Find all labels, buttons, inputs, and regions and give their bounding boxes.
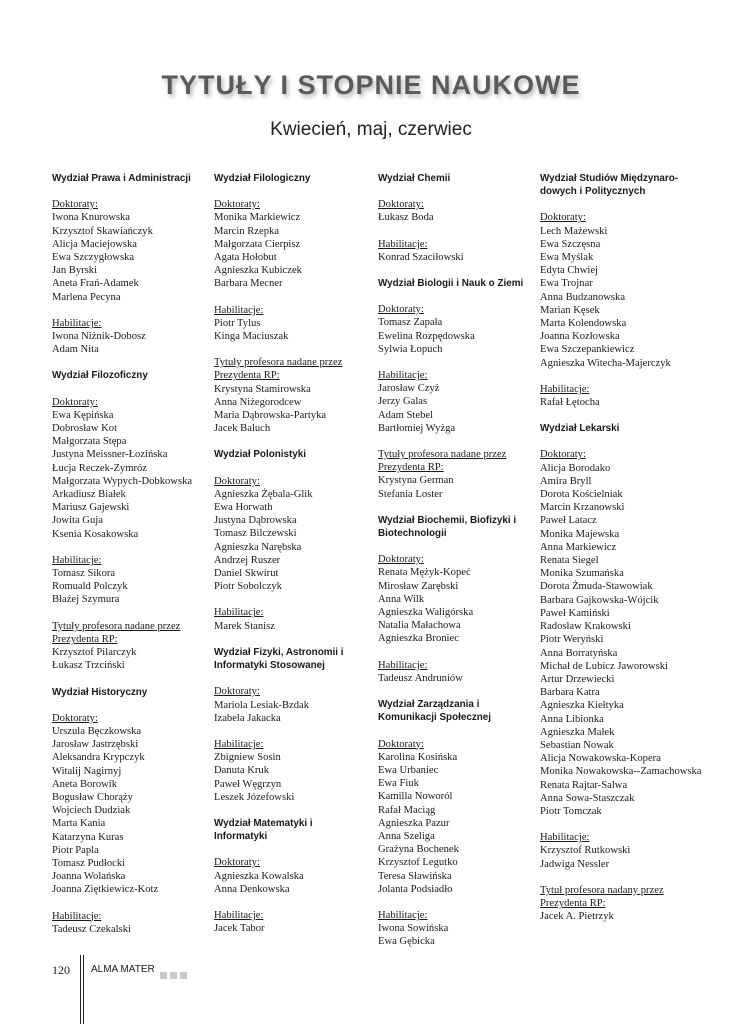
person-name: Błażej Szymura xyxy=(52,594,120,606)
person-name: Bogusław Chorąży xyxy=(52,791,133,803)
degree-group xyxy=(52,620,204,673)
degree-group xyxy=(214,738,366,804)
faculty-section xyxy=(214,172,366,435)
page-subtitle: Kwiecień, maj, czerwiec xyxy=(270,119,472,140)
person-name: Sebastian Nowak xyxy=(540,739,614,751)
person-name: Krzysztof Rutkowski xyxy=(540,845,631,857)
degree-group xyxy=(52,396,204,541)
person-name: Marek Stanisz xyxy=(214,620,275,632)
person-name: Anna Szeliga xyxy=(378,830,435,842)
person-name: Agata Hołobut xyxy=(214,252,277,264)
faculty-section xyxy=(214,646,366,804)
degree-group xyxy=(52,317,204,357)
person-name: Iwona Knurowska xyxy=(52,212,130,224)
person-name: Jan Byrski xyxy=(52,265,98,277)
person-name: Anna Wilk xyxy=(378,593,425,605)
faculty-title: Wydział Fizyki, Astronomii i Informatyki Stosowanej xyxy=(214,646,344,672)
person-name: Adam Nita xyxy=(52,344,99,356)
person-name: Urszula Bęczkowska xyxy=(52,725,142,737)
person-name: Anna Niżegorodcew xyxy=(214,396,302,408)
person-name: Krzysztof Legutko xyxy=(378,857,458,869)
degree-group xyxy=(214,304,366,344)
person-name: Barbara Katra xyxy=(540,687,600,699)
person-name: Justyna Meissner-Łozińska xyxy=(52,449,168,461)
person-name: Agnieszka Witecha-Majerczyk xyxy=(540,357,671,369)
person-name: Witalij Nagirnyj xyxy=(52,765,122,777)
person-name: Anna Markiewicz xyxy=(540,541,617,553)
person-name: Aneta Frań-Adamek xyxy=(52,278,139,290)
person-name: Rafał Maciąg xyxy=(378,804,436,816)
person-name: Artur Drzewiecki xyxy=(540,673,615,685)
person-name: Krystyna German xyxy=(378,475,454,487)
degree-group-label: Habilitacje: xyxy=(52,554,102,566)
faculty-section xyxy=(378,277,530,501)
faculty-title: Wydział Filozoficzny xyxy=(52,370,148,382)
person-name: Anna Denkowska xyxy=(214,883,290,895)
person-name: Monika Nowakowska--Zamachowska xyxy=(540,766,702,778)
person-name: Piotr Sobolczyk xyxy=(214,581,282,593)
faculty-section xyxy=(540,422,702,923)
degree-group-label: Habilitacje: xyxy=(378,909,428,921)
faculty-title: Wydział Zarządzania i Komunikacji Społecznej xyxy=(378,699,492,724)
person-name: Renata Siegel xyxy=(540,555,599,567)
person-name: Ewa Szczęsna xyxy=(540,238,601,250)
person-name: Amira Bryll xyxy=(540,475,592,487)
person-name: Maria Dąbrowska-Partyka xyxy=(214,410,327,422)
faculty-title: Wydział Polonistyki xyxy=(214,449,307,461)
person-name: Łukasz Boda xyxy=(378,212,434,224)
person-name: Rafał Łętocha xyxy=(540,397,600,409)
person-name: Małgorzata Stępa xyxy=(52,436,127,448)
faculty-section xyxy=(52,172,204,356)
person-name: Monika Szumańska xyxy=(540,568,624,580)
faculty-title: Wydział Biochemii, Biofizyki i Biotechnologii xyxy=(378,514,517,540)
person-name: Agnieszka Kubiczek xyxy=(214,265,302,277)
faculty-columns xyxy=(52,172,702,948)
person-name: Jowita Guja xyxy=(52,515,103,527)
degree-group-label: Doktoraty: xyxy=(214,199,260,211)
person-name: Paweł Węgrzyn xyxy=(214,778,282,790)
faculty-section xyxy=(540,172,692,409)
person-name: Joanna Kozłowska xyxy=(540,331,620,343)
person-name: Krystyna Stamirowska xyxy=(214,383,311,395)
person-name: Mirosław Zarębski xyxy=(378,580,459,592)
degree-group xyxy=(378,198,530,224)
person-name: Sylwia Łopuch xyxy=(378,343,443,355)
degree-group xyxy=(214,198,366,290)
degree-group-label: Habilitacje: xyxy=(540,832,590,844)
person-name: Tomasz Sikora xyxy=(52,568,116,580)
degree-group-label: Doktoraty: xyxy=(540,449,586,461)
degree-group xyxy=(52,910,204,936)
person-name: Kinga Maciuszak xyxy=(214,331,289,343)
column-2 xyxy=(214,172,366,948)
degree-group xyxy=(214,685,366,725)
person-name: Barbara Gajkowska-Wójcik xyxy=(540,594,659,606)
degree-group-label: Doktoraty: xyxy=(52,396,98,408)
faculty-title: Wydział Chemii xyxy=(378,173,451,184)
person-name: Mariusz Gajewski xyxy=(52,502,130,514)
person-name: Piotr Tylus xyxy=(214,317,261,329)
person-name: Małgorzata Wypych-Dobkowska xyxy=(52,475,193,487)
person-name: Tadeusz Andruniów xyxy=(378,672,463,684)
person-name: Edyta Chwiej xyxy=(540,265,598,277)
person-name: Kamilla Noworól xyxy=(378,791,453,803)
person-name: Natalia Małachowa xyxy=(378,620,461,632)
degree-group xyxy=(214,856,366,896)
person-name: Anna Budzanowska xyxy=(540,291,626,303)
column-1 xyxy=(52,172,204,949)
person-name: Agnieszka Małek xyxy=(540,726,615,738)
degree-group xyxy=(378,238,530,264)
person-name: Leszek Józefowski xyxy=(214,791,295,803)
column-3 xyxy=(378,172,530,962)
person-name: Marcin Krzanowski xyxy=(540,502,625,514)
degree-group-label: Habilitacje: xyxy=(52,317,102,329)
person-name: Lech Mażewski xyxy=(540,225,608,237)
person-name: Stefania Loster xyxy=(378,488,443,500)
faculty-section xyxy=(52,369,204,672)
person-name: Renata Rajtar-Salwa xyxy=(540,779,628,791)
person-name: Marta Kania xyxy=(52,818,106,830)
person-name: Konrad Szaciłowski xyxy=(378,251,464,263)
person-name: Ksenia Kosakowska xyxy=(52,528,139,540)
person-name: Ewa Fiuk xyxy=(378,778,419,790)
person-name: Renata Mężyk-Kopeć xyxy=(378,567,471,579)
person-name: Jadwiga Nessler xyxy=(540,858,610,870)
person-name: Ewa Urbaniec xyxy=(378,764,439,776)
decorative-squares xyxy=(160,966,190,984)
degree-group-label: Doktoraty: xyxy=(214,857,260,869)
person-name: Jerzy Galas xyxy=(378,396,428,408)
person-name: Piotr Papla xyxy=(52,844,99,856)
degree-group-label: Habilitacje: xyxy=(540,383,590,395)
person-name: Justyna Dąbrowska xyxy=(214,515,297,527)
person-name: Ewa Trojnar xyxy=(540,278,593,290)
degree-group-label: Habilitacje: xyxy=(214,304,264,316)
person-name: Jolanta Podsiadło xyxy=(378,883,453,895)
person-name: Dorota Kościelniak xyxy=(540,489,623,501)
page-number: 120 xyxy=(52,963,70,977)
person-name: Jarosław Czyż xyxy=(378,383,440,395)
footer-divider xyxy=(83,955,84,1024)
person-name: Agnieszka Broniec xyxy=(378,633,459,645)
person-name: Aleksandra Krypczyk xyxy=(52,752,145,764)
person-name: Monika Majewska xyxy=(540,528,620,540)
person-name: Alicja Borodako xyxy=(540,462,611,474)
column-4 xyxy=(540,172,702,936)
person-name: Joanna Wolańska xyxy=(52,871,126,883)
degree-group-label: Habilitacje: xyxy=(214,607,264,619)
person-name: Ewa Szczygłowska xyxy=(52,252,135,264)
faculty-title: Wydział Biologii i Nauk o Ziemi xyxy=(378,278,524,290)
footer-divider xyxy=(80,955,81,1024)
person-name: Arkadiusz Białek xyxy=(52,489,126,501)
faculty-title: Wydział Historyczny xyxy=(52,686,148,698)
person-name: Radosław Krakowski xyxy=(540,621,631,633)
person-name: Marta Kolendowska xyxy=(540,318,627,330)
degree-group xyxy=(378,738,530,896)
person-name: Krzysztof Pilarczyk xyxy=(52,647,137,659)
degree-group xyxy=(378,303,530,356)
person-name: Ewelina Rozpędowska xyxy=(378,330,475,342)
degree-group-label: Doktoraty: xyxy=(52,712,98,724)
person-name: Agnieszka Żębala-Glik xyxy=(214,488,313,500)
person-name: Anna Libionka xyxy=(540,713,604,725)
person-name: Jacek Tabor xyxy=(214,923,265,935)
person-name: Tomasz Pudłocki xyxy=(52,857,126,869)
person-name: Agnieszka Kowalska xyxy=(214,870,304,882)
degree-group-label: Habilitacje: xyxy=(214,909,264,921)
page-title: TYTUŁY I STOPNIE NAUKOWE xyxy=(161,70,581,100)
degree-group xyxy=(214,606,366,632)
person-name: Dorota Żmuda-Stawowiak xyxy=(540,581,653,593)
degree-group-label: Tytuły profesora nadane przez Prezydenta RP: xyxy=(378,449,507,474)
person-name: Agnieszka Pazur xyxy=(378,817,450,829)
person-name: Daniel Skwirut xyxy=(214,568,279,580)
degree-group-label: Habilitacje: xyxy=(214,738,264,750)
degree-group-label: Habilitacje: xyxy=(378,238,428,250)
person-name: Dobrosław Kot xyxy=(52,423,118,435)
person-name: Ewa Horwath xyxy=(214,502,273,514)
person-name: Katarzyna Kuras xyxy=(52,831,124,843)
degree-group xyxy=(378,909,530,949)
person-name: Romuald Polczyk xyxy=(52,581,128,593)
person-name: Bartłomiej Wyżga xyxy=(378,422,456,434)
faculty-section xyxy=(52,686,204,936)
degree-group xyxy=(214,356,366,435)
person-name: Alicja Maciejowska xyxy=(52,238,138,250)
person-name: Grażyna Bochenek xyxy=(378,844,459,856)
degree-group-label: Doktoraty: xyxy=(378,738,424,750)
degree-group-label: Habilitacje: xyxy=(52,910,102,922)
degree-group-label: Doktoraty: xyxy=(378,199,424,211)
person-name: Tomasz Bilczewski xyxy=(214,528,297,540)
person-name: Monika Markiewicz xyxy=(214,212,301,224)
person-name: Mariola Lesiak-Bzdak xyxy=(214,699,310,711)
person-name: Paweł Kamiński xyxy=(540,607,610,619)
person-name: Aneta Borowik xyxy=(52,778,118,790)
person-name: Tadeusz Czekalski xyxy=(52,923,131,935)
person-name: Zbigniew Sosin xyxy=(214,752,281,764)
degree-group-label: Doktoraty: xyxy=(378,304,424,316)
degree-group xyxy=(52,554,204,607)
person-name: Jarosław Jastrzębski xyxy=(52,739,139,751)
degree-group-label: Doktoraty: xyxy=(214,475,260,487)
degree-group xyxy=(378,369,530,435)
degree-group-label: Tytuły profesora nadane przez Prezydenta RP: xyxy=(214,357,343,382)
degree-group xyxy=(540,383,692,409)
degree-group xyxy=(540,211,692,369)
degree-group-label: Habilitacje: xyxy=(378,370,428,382)
person-name: Adam Stebel xyxy=(378,409,434,421)
person-name: Krzysztof Skawiańczyk xyxy=(52,225,153,237)
person-name: Piotr Tomczak xyxy=(540,805,602,817)
person-name: Jacek A. Pietrzyk xyxy=(540,911,614,923)
degree-group-label: Doktoraty: xyxy=(52,199,98,211)
person-name: Marlena Pecyna xyxy=(52,291,121,303)
faculty-title: Wydział Matematyki i Informatyki xyxy=(214,817,313,843)
person-name: Alicja Nowakowska-Kopera xyxy=(540,753,661,765)
person-name: Karolina Kosińska xyxy=(378,751,458,763)
person-name: Łucja Reczek-Zymróz xyxy=(52,462,147,474)
faculty-section xyxy=(378,698,530,948)
person-name: Ewa Gębicka xyxy=(378,936,435,948)
degree-group-label: Doktoraty: xyxy=(540,212,586,224)
person-name: Wojciech Dudziak xyxy=(52,805,131,817)
person-name: Michał de Lubicz Jaworowski xyxy=(540,660,668,672)
person-name: Marcin Rzepka xyxy=(214,225,280,237)
degree-group xyxy=(378,659,530,685)
person-name: Jacek Baluch xyxy=(214,423,271,435)
magazine-name: ALMA MATER xyxy=(91,964,155,975)
faculty-title: Wydział Prawa i Administracji xyxy=(52,173,191,184)
person-name: Ewa Kępińska xyxy=(52,409,114,421)
degree-group xyxy=(540,884,692,924)
person-name: Agnieszka Kiełtyka xyxy=(540,700,624,712)
degree-group-label: Doktoraty: xyxy=(214,686,260,698)
person-name: Joanna Ziętkiewicz-Kotz xyxy=(52,884,159,896)
faculty-section xyxy=(214,817,366,935)
degree-group xyxy=(540,448,702,818)
degree-group xyxy=(540,831,692,871)
person-name: Anna Borratyńska xyxy=(540,647,618,659)
degree-group xyxy=(214,475,366,594)
person-name: Iwona Sowińska xyxy=(378,923,449,935)
person-name: Ewa Myślak xyxy=(540,252,594,264)
degree-group-label: Habilitacje: xyxy=(378,659,428,671)
person-name: Łukasz Trzciński xyxy=(52,660,125,672)
person-name: Piotr Weryński xyxy=(540,634,604,646)
person-name: Ewa Szczepankiewicz xyxy=(540,344,635,356)
faculty-section xyxy=(214,448,366,632)
person-name: Barbara Mecner xyxy=(214,278,283,290)
person-name: Anna Sowa-Staszczak xyxy=(540,792,635,804)
faculty-title: Wydział Lekarski xyxy=(540,423,620,435)
person-name: Paweł Latacz xyxy=(540,515,597,527)
person-name: Marian Kęsek xyxy=(540,304,600,316)
person-name: Iwona Niżnik-Dobosz xyxy=(52,331,146,343)
faculty-title: Wydział Studiów Międzynaro-dowych i Politycznych xyxy=(540,173,679,198)
degree-group xyxy=(214,909,366,935)
person-name: Agnieszka Waligórska xyxy=(378,607,474,619)
degree-group xyxy=(52,712,204,897)
faculty-section xyxy=(378,172,530,264)
person-name: Teresa Sławińska xyxy=(378,870,452,882)
faculty-section xyxy=(378,514,530,685)
degree-group-label: Tytuły profesora nadane przez Prezydenta RP: xyxy=(52,620,181,645)
degree-group-label: Doktoraty: xyxy=(378,554,424,566)
person-name: Danuta Kruk xyxy=(214,765,270,777)
degree-group-label: Tytuł profesora nadany przez Prezydenta RP: xyxy=(540,884,664,909)
person-name: Izabela Jakacka xyxy=(214,712,281,724)
person-name: Agnieszka Narębska xyxy=(214,541,302,553)
person-name: Andrzej Ruszer xyxy=(214,554,281,566)
degree-group xyxy=(52,198,204,304)
degree-group xyxy=(378,448,530,501)
person-name: Tomasz Zapała xyxy=(378,317,443,329)
person-name: Małgorzata Cierpisz xyxy=(214,238,301,250)
degree-group xyxy=(378,553,530,645)
faculty-title: Wydział Filologiczny xyxy=(214,173,311,184)
